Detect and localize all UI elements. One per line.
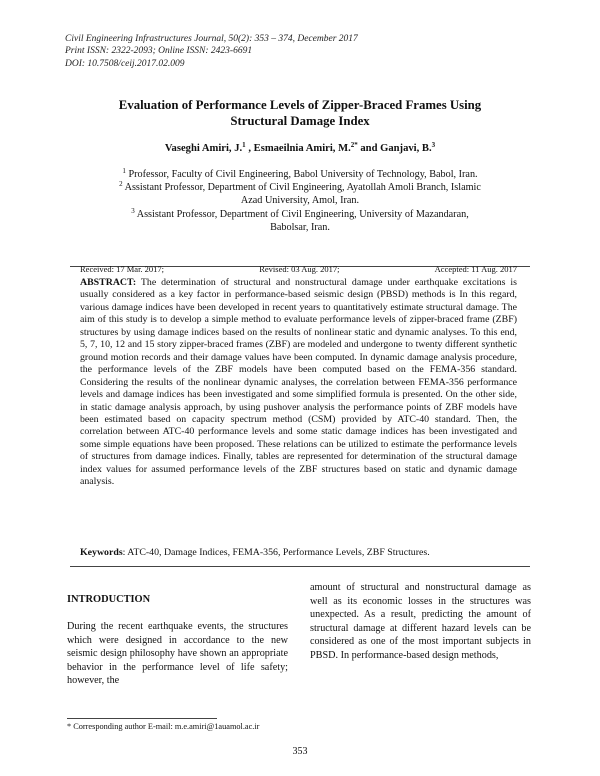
author-name: Ganjavi, B. xyxy=(380,143,432,154)
author-affiliation-mark: 2* xyxy=(350,141,358,149)
footnote-label: * Corresponding author E-mail: xyxy=(67,722,175,731)
affiliation-1 xyxy=(80,168,520,181)
journal-header xyxy=(65,33,358,70)
paper-title xyxy=(70,97,530,129)
author-name: Esmaeilnia Amiri, M. xyxy=(253,143,351,154)
intro-text-right: amount of structural and nonstructural damage as well as its economic losses in the structures was unexpected. As a result, predicting the amount of structural damage at different hazard levels can be considered as one of the most important subjects in PBSD. In performance-based design methods, xyxy=(310,582,531,661)
author-affiliation-mark: 1 xyxy=(242,141,246,149)
paper-title-line-2: Structural Damage Index xyxy=(230,114,370,128)
keywords-label: Keywords xyxy=(80,547,123,558)
section-heading-introduction: INTRODUCTION xyxy=(67,594,151,605)
affiliation-mark: 2 xyxy=(119,180,123,188)
affiliation-line: Azad University, Amol, Iran. xyxy=(240,195,360,207)
keywords xyxy=(80,547,517,559)
affiliation-mark: 1 xyxy=(122,167,126,175)
intro-text-left: During the recent earthquake events, the structures which were designed in accordance to the new seismic design philosophy have shown an appropriate behavior in the performance level of life safety; however, the xyxy=(67,621,288,686)
author-list xyxy=(70,143,530,154)
footnote-divider xyxy=(67,718,217,719)
accepted-date: Accepted: 11 Aug. 2017 xyxy=(434,264,517,274)
author-separator: and xyxy=(357,143,381,154)
affiliation-2 xyxy=(80,181,520,207)
journal-citation: Civil Engineering Infrastructures Journal, 50(2): 353 – 374, December 2017 xyxy=(65,34,358,44)
corresponding-author-footnote xyxy=(67,722,259,731)
affiliation-line: $^1$ Professor, Faculty of Civil Engineering, Babol University of Technology, Babol, Iran. xyxy=(122,167,478,180)
affiliation-3 xyxy=(80,208,520,234)
revised-date: Revised: 03 Aug. 2017; xyxy=(259,264,340,274)
paper-title-line-1: Evaluation of Performance Levels of Zipper-Braced Frames Using xyxy=(118,98,482,112)
article-dates xyxy=(80,264,517,274)
author-affiliation-mark: 3 xyxy=(431,141,436,149)
received-date: Received: 17 Mar. 2017; xyxy=(80,264,165,274)
keywords-text: : ATC-40, Damage Indices, FEMA-356, Performance Levels, ZBF Structures. xyxy=(122,547,430,558)
journal-doi: DOI: 10.7508/ceij.2017.02.009 xyxy=(65,58,185,69)
affiliation-line: $^3$ Assistant Professor, Department of Civil Engineering, University of Mazandaran, xyxy=(131,207,469,220)
author-name: Vaseghi Amiri, J. xyxy=(164,143,243,154)
author-separator: , xyxy=(245,143,254,154)
affiliation-line: Babolsar, Iran. xyxy=(270,222,330,234)
abstract-text: The determination of structural and nonstructural damage under earthquake excitations is usually considered as a key factor in performance-based seismic design (PBSD) methods is In this regard, various damage indices have been developed in recent years to quantitatively estimate structural damage. The aim of this study is to develop a simple method to evaluate performance levels of zipper-braced frame (ZBF) structures by using damage indices based on the results of nonlinear static and dynamic analyses. To this end, 5, 7, 10, 12 and 15 story zipper-braced frames (ZBF) are modeled and undergone to twenty different synthetic ground motion records and their damage values have been computed. In dynamic damage analysis procedure, the performance levels of the ZBF models have been computed based on the FEMA-356 standard. Considering the results of the nonlinear dynamic analyses, the correlation between FEMA-356 performance levels and damage indices has been investigated and some simplified formula is presented. On the other side, in static damage analysis approach, by using pushover analysis the performance points of ZBF models have been estimated based on capacity spectrum method (CSM) provided by ATC-40 standard. Then, the correlation between ATC-40 performance levels and some static damage indices has been investigated and some simple equations have been proposed. These relations can be utilized to estimate the performance levels of structures from damage indices. Finally, tables are represented for determination of the structural damage index values for assumed performance levels of the ZBF structures based on static and dynamic damage analysis. xyxy=(80,277,517,488)
abstract-label: ABSTRACT: xyxy=(80,277,137,288)
abstract xyxy=(80,277,517,489)
divider-bottom xyxy=(70,566,530,567)
corresponding-email: m.e.amiri@1auamol.ac.ir xyxy=(174,722,260,731)
affiliation-line: $^2$ Assistant Professor, Department of Civil Engineering, Ayatollah Amoli Branch, Islamic xyxy=(119,180,481,193)
page-number: 353 xyxy=(292,746,308,757)
affiliation-mark: 3 xyxy=(131,207,135,215)
journal-issn: Print ISSN: 2322-2093; Online ISSN: 2423-6691 xyxy=(65,46,253,57)
